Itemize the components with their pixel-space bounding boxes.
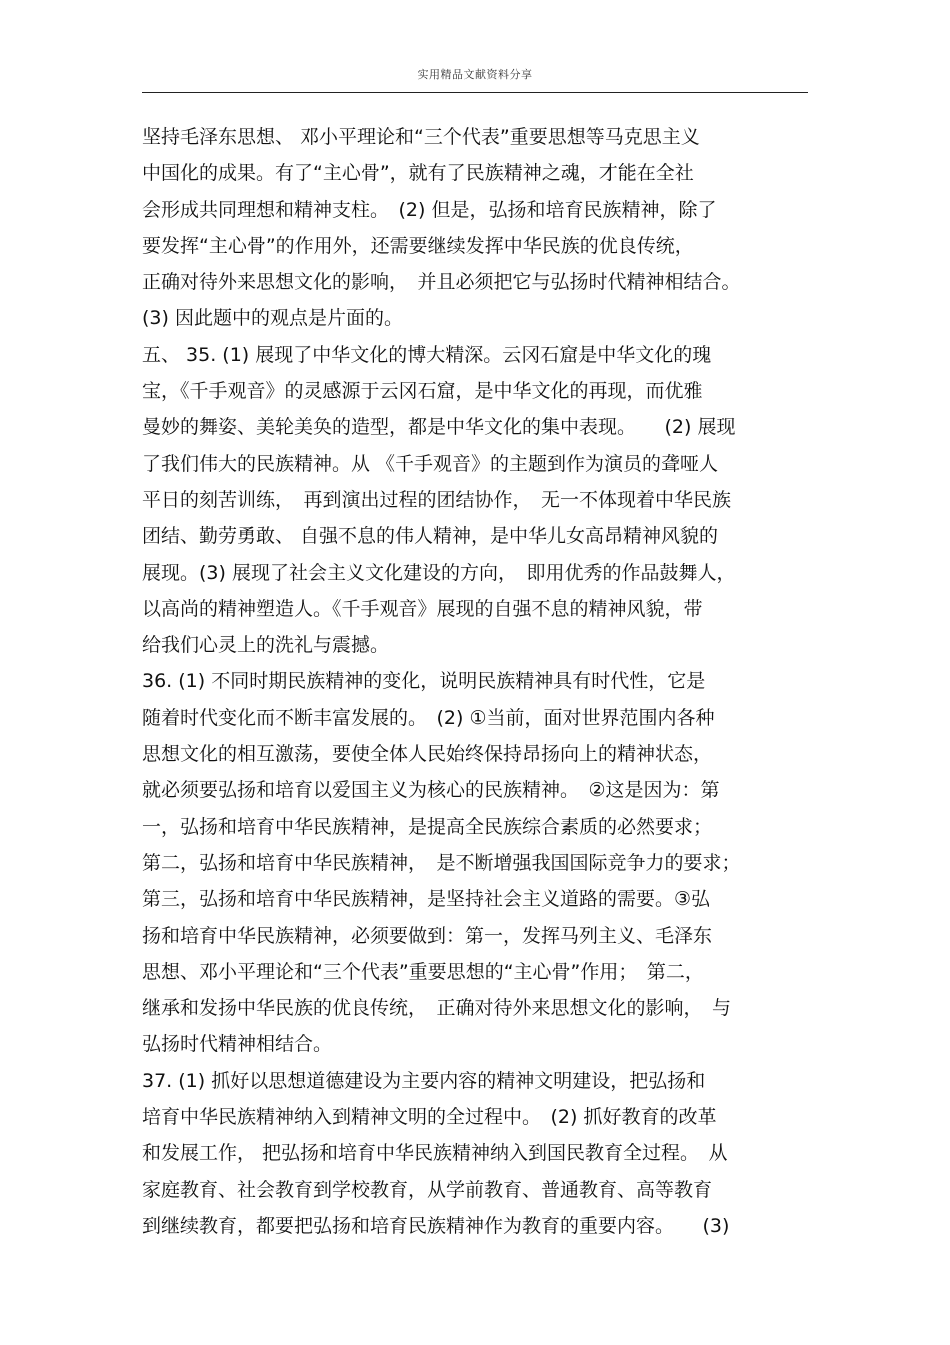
text-line: 培育中华民族精神纳入到精神文明的全过程中。 (2) 抓好教育的改革	[142, 1106, 717, 1129]
text-line: 就必须要弘扬和培育以爱国主义为核心的民族精神。 ②这是因为：第	[142, 779, 720, 802]
text-line: 五、 35. (1) 展现了中华文化的博大精深。云冈石窟是中华文化的瑰	[142, 343, 712, 366]
text-line: 36. (1) 不同时期民族精神的变化，说明民族精神具有时代性，它是	[142, 670, 706, 693]
text-line: 团结、勤劳勇敢、 自强不息的伟人精神，是中华儿女高昂精神风貌的	[142, 525, 719, 548]
text-line: 弘扬时代精神相结合。	[142, 1033, 333, 1056]
header-title: 实用精品文献资料分享	[417, 68, 533, 81]
text-line: 了我们伟大的民族精神。从 《千手观音》的主题到作为演员的聋哑人	[142, 452, 719, 475]
text-line: 思想文化的相互激荡，要使全体人民始终保持昂扬向上的精神状态，	[142, 743, 713, 766]
page-header	[142, 62, 808, 93]
text-line: 会形成共同理想和精神支柱。 (2) 但是，弘扬和培育民族精神，除了	[142, 198, 717, 221]
text-line: 37. (1) 抓好以思想道德建设为主要内容的精神文明建设，把弘扬和	[142, 1069, 706, 1092]
document-body	[142, 119, 812, 1244]
text-line: 随着时代变化而不断丰富发展的。 (2) ①当前，面对世界范围内各种	[142, 706, 715, 729]
text-line: 要发挥“主心骨”的作用外，还需要继续发挥中华民族的优良传统，	[142, 234, 694, 257]
text-line: 中国化的成果。有了“主心骨”，就有了民族精神之魂，才能在全社	[142, 162, 694, 185]
text-line: 第二，弘扬和培育中华民族精神， 是不断增强我国国际竞争力的要求；	[142, 851, 741, 874]
text-line: 一，弘扬和培育中华民族精神，是提高全民族综合素质的必然要求；	[142, 815, 713, 838]
text-line: 平日的刻苦训练， 再到演出过程的团结协作， 无一不体现着中华民族	[142, 488, 732, 511]
text-line: 和发展工作， 把弘扬和培育中华民族精神纳入到国民教育全过程。 从	[142, 1142, 728, 1165]
text-line: 思想、邓小平理论和“三个代表”重要思想的“主心骨”作用； 第二，	[142, 960, 704, 983]
text-line: 宝，《千手观音》的灵感源于云冈石窟，是中华文化的再现，而优雅	[142, 380, 703, 403]
text-line: 扬和培育中华民族精神，必须要做到：第一，发挥马列主义、毛泽东	[142, 924, 713, 947]
text-line: 到继续教育，都要把弘扬和培育民族精神作为教育的重要内容。 (3)	[142, 1214, 730, 1237]
text-line: 坚持毛泽东思想、 邓小平理论和“三个代表”重要思想等马克思主义	[142, 126, 700, 148]
text-line: 曼妙的舞姿、美轮美奂的造型，都是中华文化的集中表现。 (2) 展现	[142, 416, 736, 439]
text-line: (3) 因此题中的观点是片面的。	[142, 307, 403, 330]
text-line: 第三，弘扬和培育中华民族精神，是坚持社会主义道路的需要。③弘	[142, 888, 711, 911]
text-line: 以高尚的精神塑造人。《千手观音》展现的自强不息的精神风貌，带	[142, 597, 703, 620]
text-line: 正确对待外来思想文化的影响， 并且必须把它与弘扬时代精神相结合。	[142, 271, 741, 294]
text-line: 家庭教育、社会教育到学校教育，从学前教育、普通教育、高等教育	[142, 1178, 713, 1201]
text-line: 展现。(3) 展现了社会主义文化建设的方向， 即用优秀的作品鼓舞人，	[142, 561, 736, 584]
text-line: 给我们心灵上的洗礼与震撼。	[142, 634, 390, 657]
text-line: 继承和发扬中华民族的优良传统， 正确对待外来思想文化的影响， 与	[142, 997, 732, 1020]
